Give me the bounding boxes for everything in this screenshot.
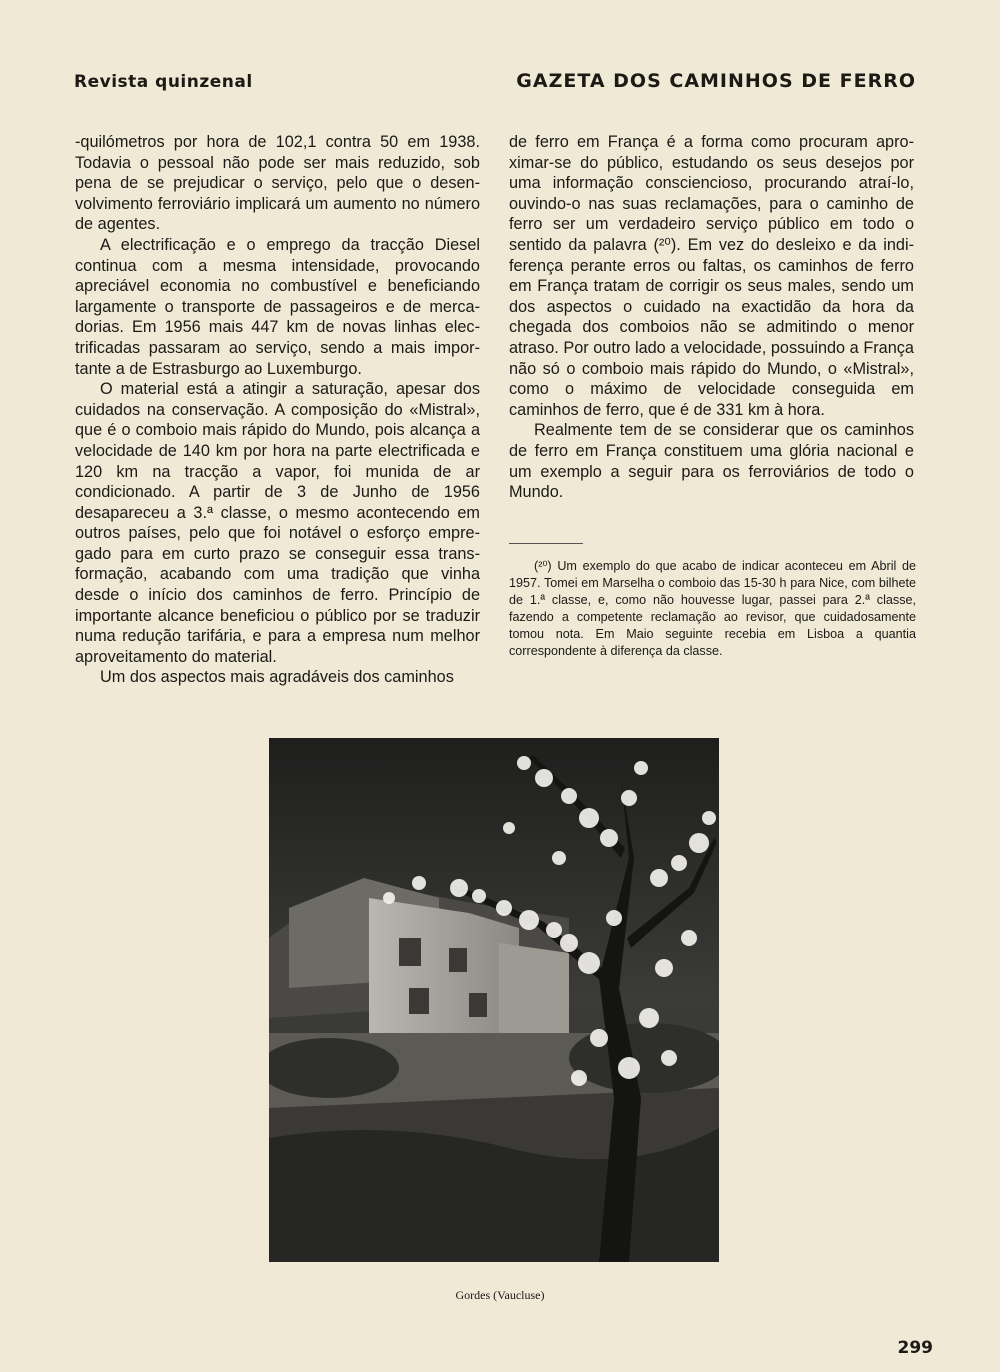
- running-head-right: GAZETA DOS CAMINHOS DE FERRO: [516, 70, 916, 92]
- paragraph: -quilómetros por hora de 102,1 contra 50 em 1938. Todavia o pessoal não pode ser mais reduzido, sob pena de se prejudicar o serviço, pelo que o desenvolvimento ferroviário implicará um aumento no número de agentes.: [75, 133, 480, 234]
- paragraph: Realmente tem de se considerar que os caminhos de ferro em França constituem uma glória nacional e um exemplo a seguir para os ferroviários de todo o Mundo.: [509, 421, 914, 502]
- paragraph: Um dos aspectos mais agradáveis dos caminhos: [100, 668, 454, 687]
- photo-caption: Gordes (Vaucluse): [455, 1288, 545, 1302]
- right-column: [509, 132, 914, 503]
- running-head-left: Revista quinzenal: [74, 72, 253, 92]
- photograph-gordes: [269, 738, 719, 1262]
- photo-illustration: [269, 738, 719, 1262]
- footnote-rule: [509, 543, 583, 544]
- page-number: 299: [897, 1338, 933, 1358]
- paragraph: O material está a atingir a saturação, apesar dos cuidados na conservação. A composição do «Mistral», que é o comboio mais rápido do Mundo, pois alcança a velocidade de 140 km por hora na parte electrificada e 120 km na tracção a vapor, foi munida de ar condicionado. A partir de 3 de Junho de 1956 desapareceu a 3.ª classe, o mesmo acontecendo em outros países, pelo que foi notável o esforço empregado para em curto prazo se conseguir essa transformação, acabando com uma tradição que vinha desde o início dos caminhos de ferro. Princípio de importante alcance beneficiou o público por se traduzir numa redução tarifária, e para a empresa num melhor aproveitamento do material.: [75, 380, 480, 666]
- footnote-text: (²⁰) Um exemplo do que acabo de indicar aconteceu em Abril de 1957. Tomei em Marselha o comboio das 15-30 h para Nice, com bilhete de 1.ª classe, e, como não houvesse lugar, passei para 2.ª classe, fazendo a competente reclamação ao revisor, que cuidadosamente tomou nota. Em Maio seguinte recebia em Lisboa a quantia correspondente à diferença da classe.: [509, 559, 916, 658]
- paragraph: A electrificação e o emprego da tracção Diesel continua com a mesma intensidade, provocando apreciável economia no combustível e beneficiando largamente o transporte de passageiros e de mercadorias. Em 1956 mais 447 km de novas linhas electrificadas passaram ao serviço, sendo a mais importante a de Estrasburgo ao Luxemburgo.: [75, 235, 480, 378]
- paragraph: de ferro em França é a forma como procuram aproximar-se do público, estudando os seus desejos por uma informação consciencioso, procurando atraí-lo, ouvindo-o nas suas reclamações, para o caminho de ferro ser um verdadeiro serviço público em todo o sentido da palavra (²⁰). Em vez do desleixo e da indiferença perante erros ou faltas, os caminhos de ferro em França tratam de corrigir os seus males, sendo um dos aspectos o cuidado na exactidão da hora da chegada dos comboios não se admitindo o menor atraso. Por outro lado a velocidade, possuindo a França não só o comboio mais rápido do Mundo, o «Mistral», como o máximo de velocidade conseguida em caminhos de ferro, que é de 331 km à hora.: [509, 133, 914, 419]
- left-column: [75, 132, 480, 688]
- footnote: [509, 558, 916, 660]
